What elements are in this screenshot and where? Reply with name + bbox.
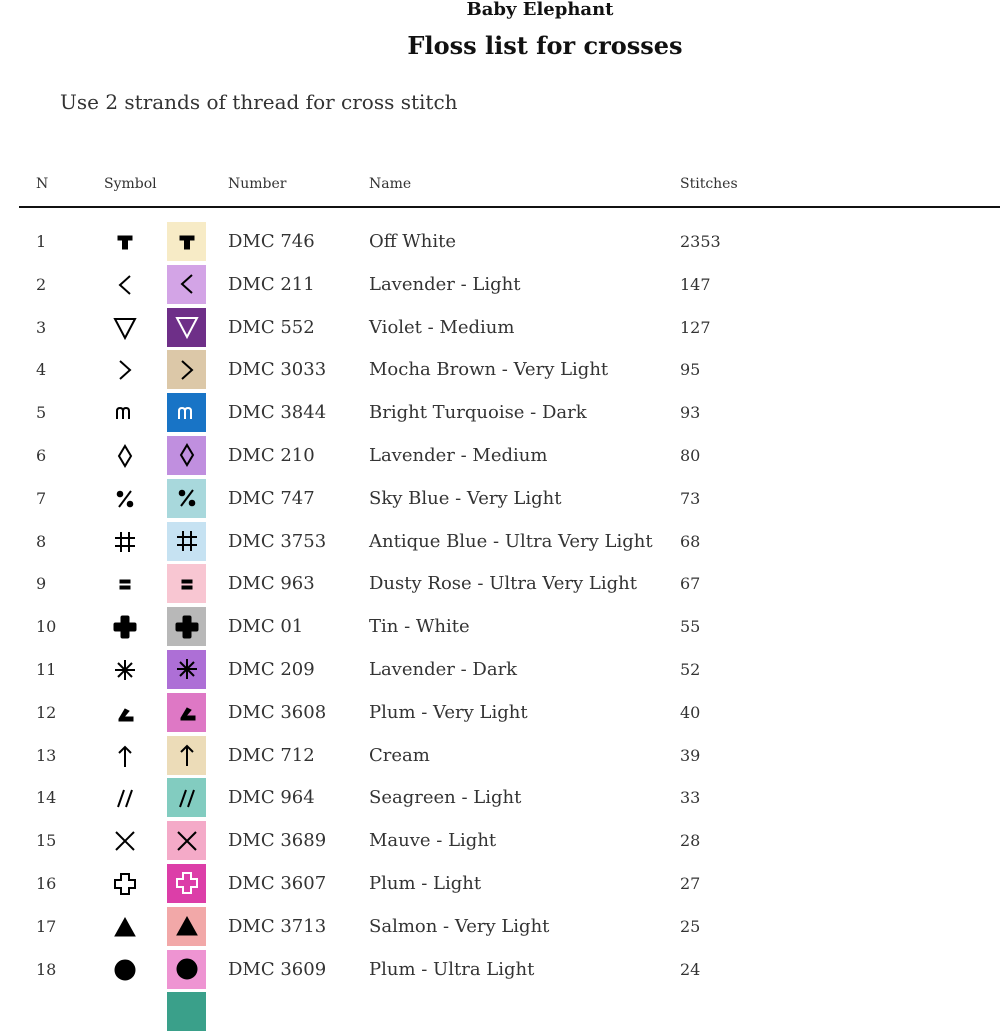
outline-cross-icon <box>110 866 140 902</box>
greater-than-icon <box>174 357 200 383</box>
floss-name: Plum - Ultra Light <box>369 958 535 980</box>
row-number: 8 <box>36 531 47 551</box>
row-number: 16 <box>36 873 57 893</box>
color-swatch <box>167 736 206 775</box>
less-than-icon <box>174 271 200 297</box>
floss-name: Lavender - Dark <box>369 658 518 680</box>
color-swatch <box>167 821 206 860</box>
floss-name: Plum - Light <box>369 872 482 894</box>
stitch-count: 127 <box>680 317 711 337</box>
row-number: 1 <box>36 232 47 251</box>
floss-number: DMC 3033 <box>228 359 327 381</box>
color-swatch <box>167 992 206 1031</box>
floss-name: Antique Blue - Ultra Very Light <box>369 530 653 552</box>
greater-than-icon <box>110 352 140 388</box>
row-number: 3 <box>36 317 47 337</box>
table-row <box>0 264 1000 307</box>
double-slash-icon <box>110 780 140 816</box>
floss-name: Tin - White <box>369 616 470 638</box>
floss-table-body <box>0 221 1000 1034</box>
percent-icon <box>110 481 140 517</box>
row-number: 2 <box>36 274 47 294</box>
table-row <box>0 906 1000 949</box>
stitch-count: 147 <box>680 274 711 294</box>
stitch-count: 27 <box>680 873 701 893</box>
equals-icon <box>174 571 200 597</box>
color-swatch <box>167 265 206 304</box>
floss-name: Mocha Brown - Very Light <box>369 359 609 381</box>
hash-icon <box>174 528 200 554</box>
color-swatch <box>167 393 206 432</box>
floss-number: DMC 3753 <box>228 530 327 552</box>
header-number: Number <box>228 176 287 192</box>
floss-number: DMC 963 <box>228 573 315 595</box>
stitch-count: 55 <box>680 617 701 637</box>
header-symbol: Symbol <box>104 176 157 192</box>
hash-icon <box>110 524 140 560</box>
floss-name: Sky Blue - Very Light <box>369 487 562 509</box>
t-icon <box>174 229 200 255</box>
color-swatch <box>167 308 206 347</box>
down-triangle-icon <box>110 310 140 346</box>
circle-icon <box>174 956 200 982</box>
floss-number: DMC 3844 <box>228 402 327 424</box>
solid-cross-icon <box>110 609 140 645</box>
floss-name: Salmon - Very Light <box>369 915 550 937</box>
instruction-text: Use 2 strands of thread for cross stitch <box>60 90 458 114</box>
color-swatch <box>167 778 206 817</box>
stitch-count: 93 <box>680 403 701 423</box>
table-row <box>0 349 1000 392</box>
asterisk-icon <box>174 656 200 682</box>
color-swatch <box>167 522 206 561</box>
up-triangle-icon <box>110 909 140 945</box>
up-arrow-icon <box>174 742 200 768</box>
table-row <box>0 949 1000 992</box>
table-row <box>0 563 1000 606</box>
color-swatch <box>167 607 206 646</box>
stitch-count: 28 <box>680 831 701 851</box>
row-number: 15 <box>36 831 57 851</box>
floss-number: DMC 3607 <box>228 872 327 894</box>
page-heading: Floss list for crosses <box>407 31 683 60</box>
double-slash-icon <box>174 785 200 811</box>
row-number: 14 <box>36 788 57 808</box>
stitch-count: 95 <box>680 360 701 380</box>
floss-number: DMC 3689 <box>228 830 327 852</box>
color-swatch <box>167 650 206 689</box>
x-icon <box>174 828 200 854</box>
floss-number: DMC 3713 <box>228 915 327 937</box>
floss-number: DMC 712 <box>228 744 315 766</box>
outline-cross-icon <box>174 870 200 896</box>
stitch-count: 2353 <box>680 232 721 251</box>
row-number: 5 <box>36 403 47 423</box>
angle-icon <box>174 699 200 725</box>
table-row <box>0 606 1000 649</box>
table-row <box>0 392 1000 435</box>
asterisk-icon <box>110 652 140 688</box>
diamond-icon <box>174 442 200 468</box>
x-icon <box>110 823 140 859</box>
stitch-count: 68 <box>680 531 701 551</box>
row-number: 7 <box>36 488 47 508</box>
floss-number: DMC 3608 <box>228 701 327 723</box>
color-swatch <box>167 907 206 946</box>
floss-name: Mauve - Light <box>369 830 497 852</box>
row-number: 10 <box>36 617 57 637</box>
floss-number: DMC 964 <box>228 787 315 809</box>
table-row <box>0 692 1000 735</box>
floss-number: DMC 211 <box>228 273 315 295</box>
row-number: 18 <box>36 959 57 979</box>
header-n: N <box>36 176 49 192</box>
stitch-count: 39 <box>680 745 701 765</box>
table-row <box>0 735 1000 778</box>
header-name: Name <box>369 176 412 192</box>
table-row <box>0 649 1000 692</box>
floss-name: Cream <box>369 744 430 766</box>
table-row <box>0 777 1000 820</box>
row-number: 6 <box>36 445 47 465</box>
row-number: 11 <box>36 659 57 679</box>
stitch-count: 80 <box>680 445 701 465</box>
floss-number: DMC 209 <box>228 658 315 680</box>
up-arrow-icon <box>110 738 140 774</box>
row-number: 13 <box>36 745 57 765</box>
color-swatch <box>167 564 206 603</box>
equals-icon <box>110 566 140 602</box>
color-swatch <box>167 436 206 475</box>
circle-icon <box>110 952 140 988</box>
up-triangle-icon <box>174 913 200 939</box>
header-stitches: Stitches <box>680 176 738 192</box>
m-icon <box>110 395 140 431</box>
row-number: 9 <box>36 574 47 594</box>
floss-name: Off White <box>369 231 457 252</box>
stitch-count: 52 <box>680 659 701 679</box>
table-row <box>0 991 1000 1034</box>
color-swatch <box>167 864 206 903</box>
row-number: 17 <box>36 916 57 936</box>
floss-name: Bright Turquoise - Dark <box>369 402 587 424</box>
table-row <box>0 478 1000 521</box>
angle-icon <box>110 695 140 731</box>
solid-cross-icon <box>174 614 200 640</box>
stitch-count: 33 <box>680 788 701 808</box>
floss-name: Seagreen - Light <box>369 787 522 809</box>
floss-number: DMC 746 <box>228 231 315 252</box>
color-swatch <box>167 950 206 989</box>
floss-name: Violet - Medium <box>369 316 515 338</box>
row-number: 4 <box>36 360 47 380</box>
stitch-count: 67 <box>680 574 701 594</box>
floss-name: Plum - Very Light <box>369 701 528 723</box>
percent-icon <box>174 485 200 511</box>
stitch-count: 25 <box>680 916 701 936</box>
table-row <box>0 863 1000 906</box>
diamond-icon <box>110 438 140 474</box>
color-swatch <box>167 222 206 261</box>
down-triangle-icon <box>174 314 200 340</box>
floss-number: DMC 552 <box>228 316 315 338</box>
less-than-icon <box>110 267 140 303</box>
table-row <box>0 307 1000 350</box>
floss-name: Dusty Rose - Ultra Very Light <box>369 573 637 595</box>
table-header <box>0 176 1000 196</box>
color-swatch <box>167 693 206 732</box>
floss-number: DMC 747 <box>228 487 315 509</box>
table-row <box>0 221 1000 264</box>
table-row <box>0 820 1000 863</box>
color-swatch <box>167 350 206 389</box>
color-swatch <box>167 479 206 518</box>
stitch-count: 24 <box>680 959 701 979</box>
floss-number: DMC 3609 <box>228 958 327 980</box>
table-row <box>0 435 1000 478</box>
stitch-count: 73 <box>680 488 701 508</box>
floss-name: Lavender - Light <box>369 273 521 295</box>
t-icon <box>110 224 140 260</box>
row-number: 12 <box>36 702 57 722</box>
table-row <box>0 521 1000 564</box>
document-title: Baby Elephant <box>466 0 614 20</box>
floss-name: Lavender - Medium <box>369 444 548 466</box>
floss-number: DMC 01 <box>228 616 304 638</box>
header-divider <box>19 206 1000 208</box>
m-icon <box>174 400 200 426</box>
stitch-count: 40 <box>680 702 701 722</box>
floss-number: DMC 210 <box>228 444 315 466</box>
